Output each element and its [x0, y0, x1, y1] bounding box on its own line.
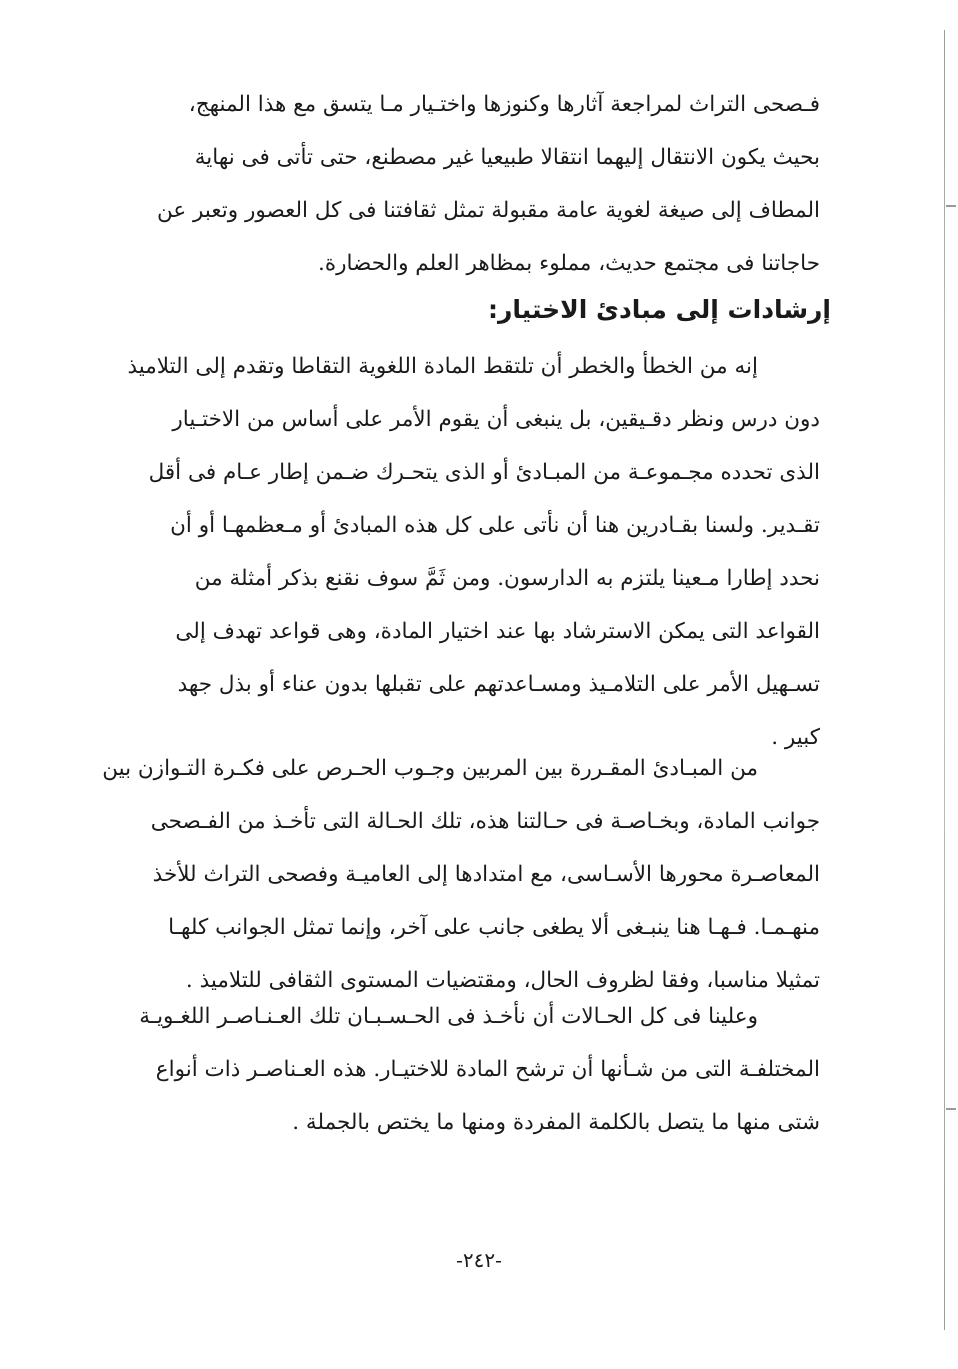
text-line: كبير . [771, 725, 820, 750]
paragraph-elements [100, 990, 820, 1149]
text-line: بحيث يكون الانتقال إليهما انتقالا طبيعيا غير مصطنع، حتى تأتى فى نهاية [194, 145, 820, 170]
text-line: منهـمـا. فـهـا هنا ينبـغى ألا يطغى جانب على آخر، وإنما تمثل الجوانب كلهـا [168, 915, 820, 940]
paragraph-intro [100, 78, 820, 290]
text-line: وعلينا فى كل الحـالات أن نأخـذ فى الحـسـبـان تلك العـنـاصـر اللغـويـة [139, 1004, 758, 1029]
scan-margin-tick [946, 1108, 956, 1110]
scan-margin-line [944, 30, 945, 1330]
text-line: تسـهيل الأمر على التلامـيذ ومسـاعدتهم على تقبلها بدون عناء أو بذل جهد [177, 672, 820, 697]
text-line: الذى تحدده مجـموعـة من المبـادئ أو الذى يتحـرك ضـمن إطار عـام فى أقل [148, 460, 820, 485]
text-line: تقـدير. ولسنا بقـادرين هنا أن نأتى على كل هذه المبادئ أو مـعظمهـا أو أن [170, 513, 820, 538]
text-line: نحدد إطارا مـعينا يلتزم به الدارسون. ومن ثَمَّ سوف نقنع بذكر أمثلة من [194, 566, 820, 591]
page-number: -٢٤٢- [456, 1248, 502, 1272]
paragraph-balance [100, 742, 820, 1007]
text-line: المطاف إلى صيغة لغوية عامة مقبولة تمثل ثقافتنا فى كل العصور وتعبر عن [157, 198, 820, 223]
text-line: حاجاتنا فى مجتمع حديث، مملوء بمظاهر العلم والحضارة. [318, 251, 820, 276]
section-heading: إرشادات إلى مبادئ الاختيار: [487, 295, 831, 324]
text-line: تمثيلا مناسبا، وفقا لظروف الحال، ومقتضيات المستوى الثقافى للتلاميذ . [185, 968, 820, 993]
scan-margin-tick [946, 205, 956, 207]
paragraph-principles-intro [100, 340, 820, 764]
text-line: القواعد التى يمكن الاسترشاد بها عند اختيار المادة، وهى قواعد تهدف إلى [175, 619, 820, 644]
text-line: دون درس ونظر دقـيقين، بل ينبغى أن يقوم الأمر على أساس من الاختـيار [172, 407, 820, 432]
text-line: من المبـادئ المقـررة بين المربين وجـوب الحـرص على فكـرة التـوازن بين [102, 756, 758, 781]
text-line: المعاصـرة محورها الأسـاسى، مع امتدادها إلى العاميـة وفصحى التراث للأخذ [152, 862, 820, 887]
text-line: شتى منها ما يتصل بالكلمة المفردة ومنها ما يختص بالجملة . [292, 1110, 820, 1135]
text-line: جوانب المادة، وبخـاصـة فى حـالتنا هذه، تلك الحـالة التى تأخـذ من الفـصحى [150, 809, 820, 834]
text-line: إنه من الخطأ والخطر أن تلتقط المادة اللغوية التقاطا وتقدم إلى التلاميذ [127, 354, 758, 379]
text-line: فـصحى التراث لمراجعة آثارها وكنوزها واختـيار مـا يتسق مع هذا المنهج، [188, 92, 820, 117]
text-line: المختلفـة التى من شـأنها أن ترشح المادة للاختيـار. هذه العـناصـر ذات أنواع [155, 1057, 820, 1082]
